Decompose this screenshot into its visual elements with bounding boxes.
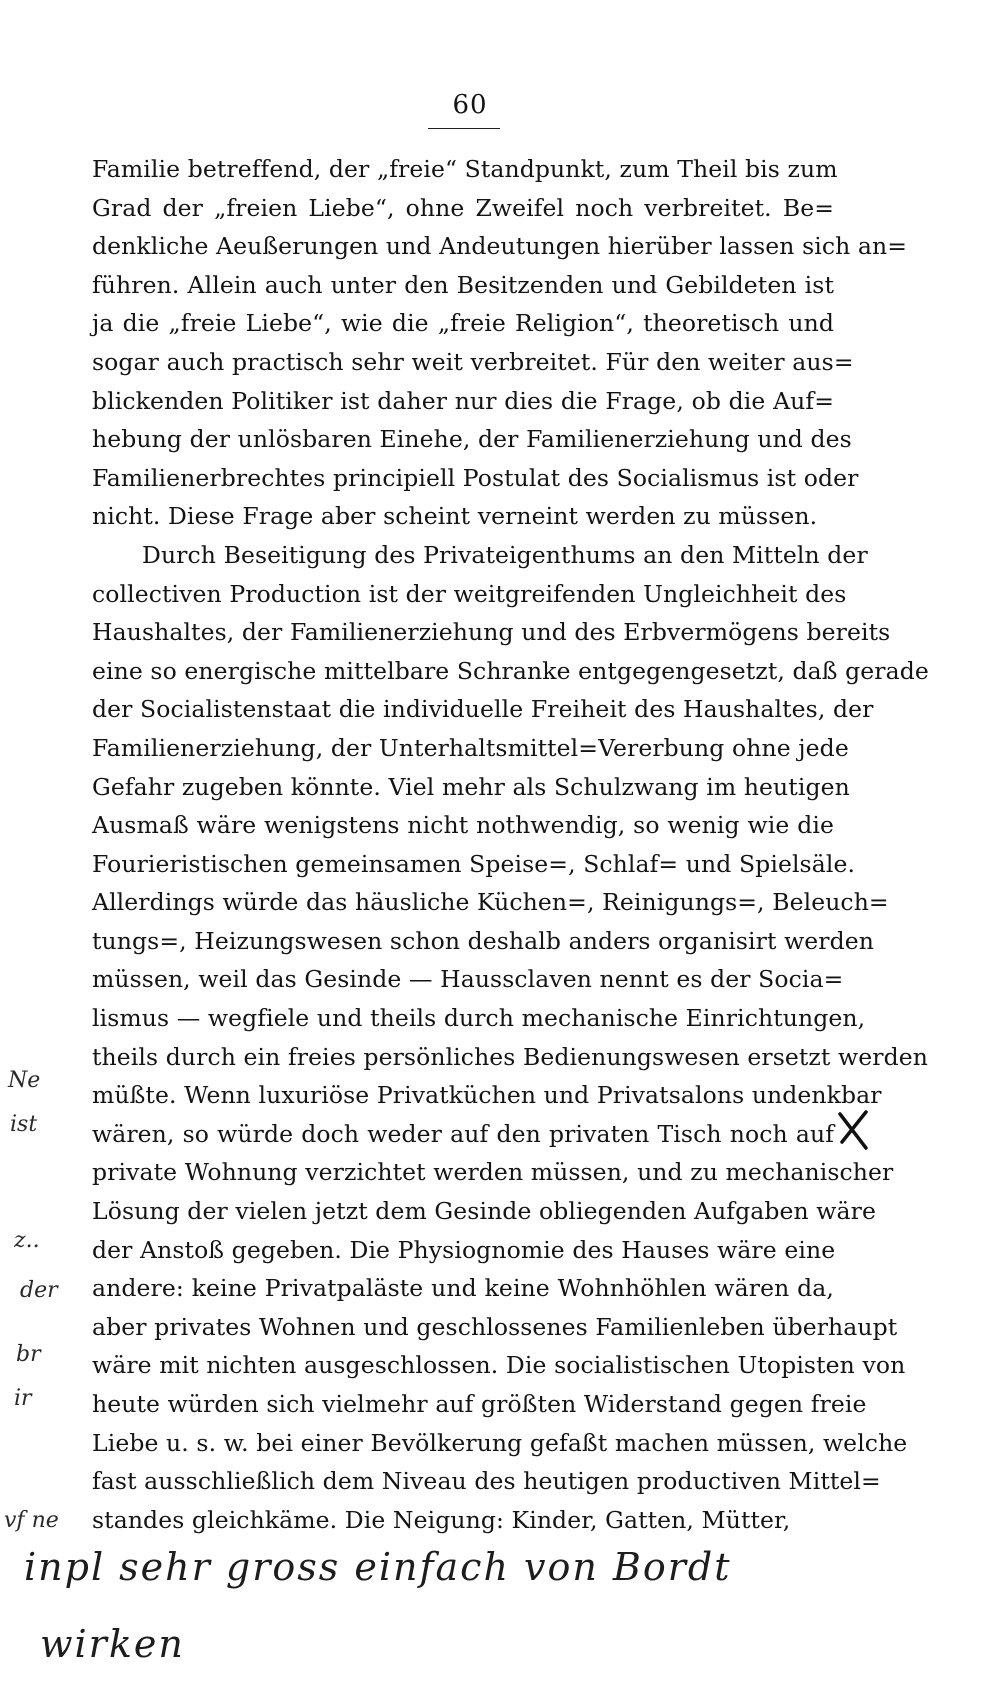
margin-note: br (16, 1342, 41, 1367)
handwritten-bottom-note: wirken (40, 1622, 185, 1666)
text-line: aber privates Wohnen und geschlossenes Familienleben überhaupt (92, 1312, 898, 1341)
text-line: müssen, weil das Gesinde — Haussclaven nennt es der Socia= (92, 965, 844, 994)
text-line: Haushaltes, der Familienerziehung und des Erbvermögens bereits (92, 618, 891, 647)
text-line: Ausmaß wäre wenigstens nicht nothwendig, so wenig wie die (92, 811, 834, 840)
text-line: hebung der unlösbaren Einehe, der Familienerziehung und des (92, 425, 852, 454)
text-line: Durch Beseitigung des Privateigenthums an den Mitteln der (142, 540, 868, 569)
text-line: führen. Allein auch unter den Besitzenden und Gebildeten ist (92, 270, 834, 299)
text-line: collectiven Production ist der weitgreifenden Ungleichheit des (92, 579, 847, 608)
margin-note: der (20, 1278, 58, 1303)
text-line: wäre mit nichten ausgeschlossen. Die socialistischen Utopisten von (92, 1351, 906, 1380)
text-line: standes gleichkäme. Die Neigung: Kinder, Gatten, Mütter, (92, 1505, 791, 1534)
text-line: der Socialistenstaat die individuelle Freiheit des Haushaltes, der (92, 695, 874, 724)
page-number: 60 (452, 90, 488, 120)
text-line: denkliche Aeußerungen und Andeutungen hierüber lassen sich an= (92, 232, 908, 261)
margin-note: ist (10, 1112, 38, 1137)
body-text (92, 150, 929, 1539)
text-line: Allerdings würde das häusliche Küchen=, Reinigungs=, Beleuch= (92, 888, 889, 917)
text-line: Fourieristischen gemeinsamen Speise=, Schlaf= und Spielsäle. (92, 849, 856, 878)
text-line: Familie betreffend, der „freie“ Standpunkt, zum Theil bis zum (92, 155, 838, 183)
text-line: andere: keine Privatpaläste und keine Wohnhöhlen wären da, (92, 1274, 834, 1303)
text-line: wären, so würde doch weder auf den privaten Tisch noch auf (92, 1119, 834, 1148)
text-line: blickenden Politiker ist daher nur dies die Frage, ob die Auf= (92, 386, 834, 415)
text-line: theils durch ein freies persönliches Bedienungswesen ersetzt werden (92, 1042, 928, 1071)
text-line: sogar auch practisch sehr weit verbreitet. Für den weiter aus= (92, 347, 854, 376)
text-line: Familienerziehung, der Unterhaltsmittel=Vererbung ohne jede (92, 733, 849, 762)
text-line: Grad der „freien Liebe“, ohne Zweifel noch verbreitet. Be= (92, 193, 834, 222)
text-line: nicht. Diese Frage aber scheint verneint werden zu müssen. (92, 502, 818, 531)
text-line: ja die „freie Liebe“, wie die „freie Religion“, theoretisch und (92, 309, 834, 338)
margin-note: ir (14, 1386, 32, 1411)
page-number-rule (428, 128, 500, 129)
text-line: Familienerbrechtes principiell Postulat des Socialismus ist oder (92, 463, 859, 492)
text-line: Liebe u. s. w. bei einer Bevölkerung gefaßt machen müssen, welche (92, 1428, 908, 1457)
text-line: heute würden sich vielmehr auf größten Widerstand gegen freie (92, 1390, 867, 1418)
margin-note: Ne (8, 1068, 41, 1093)
text-line: eine so energische mittelbare Schranke entgegengesetzt, daß gerade (92, 656, 929, 685)
margin-note: z.. (14, 1228, 40, 1253)
text-line: Lösung der vielen jetzt dem Gesinde obliegenden Aufgaben wäre (92, 1197, 876, 1226)
handwritten-bottom-note: inpl sehr gross einfach von Bordt (24, 1545, 732, 1589)
cross-mark-icon (836, 1108, 872, 1152)
text-line: müßte. Wenn luxuriöse Privatküchen und Privatsalons undenkbar (92, 1081, 882, 1110)
text-line: der Anstoß gegeben. Die Physiognomie des Hauses wäre eine (92, 1235, 836, 1264)
margin-note: vf ne (4, 1508, 59, 1533)
text-line: Gefahr zugeben könnte. Viel mehr als Schulzwang im heutigen (92, 772, 850, 801)
text-line: lismus — wegfiele und theils durch mechanische Einrichtungen, (92, 1004, 866, 1033)
text-line: private Wohnung verzichtet werden müssen, und zu mechanischer (92, 1158, 894, 1187)
text-line: fast ausschließlich dem Niveau des heutigen productiven Mittel= (92, 1467, 881, 1496)
text-line: tungs=, Heizungswesen schon deshalb anders organisirt werden (92, 926, 875, 955)
